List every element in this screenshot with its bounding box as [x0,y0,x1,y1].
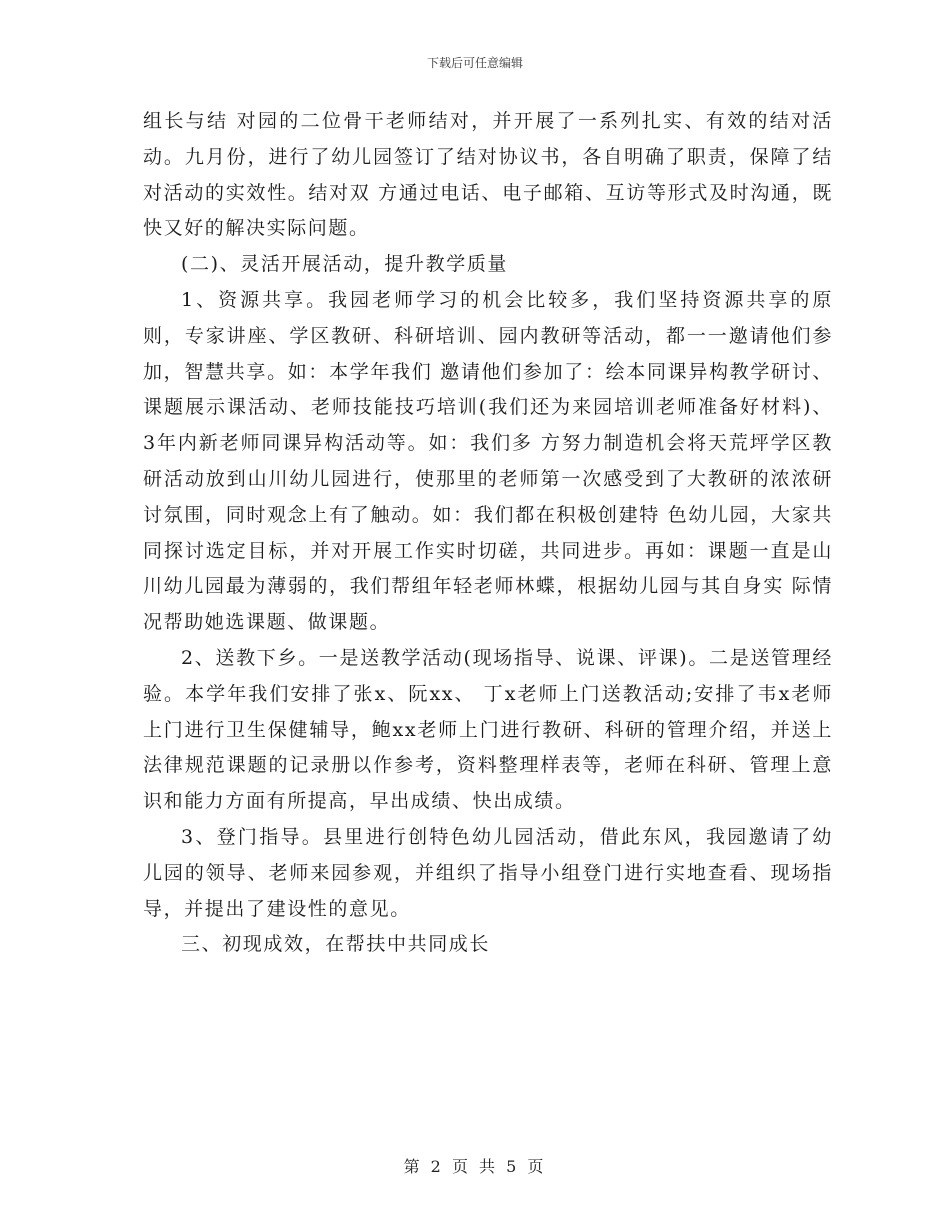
page-header-note: 下载后可任意编辑 [426,56,523,70]
page-number-footer: 第 2 页 共 5 页 [403,1157,547,1176]
section-heading-2: (二)、灵活开展活动，提升教学质量 [181,253,509,276]
paragraph-resource-sharing: 1、资源共享。我园老师学习的机会比较多，我们坚持资源共享的原则，专家讲座、学区教研、科研培训、园内教研等活动，都一一邀请他们参加，智慧共享。如：本学年我们 邀请他们参加了：绘本同课异构教学研讨、课题展示课活动、老师技能技巧培训(我们还为来园培训老师准备好材料)、3年内新老师同课异构活动等。如：我们多 方努力制造机会将天荒坪学区教研活动放到山川幼儿园进行，使那里的老师第一次感受到了大教研的浓浓研讨氛围，同时观念上有了触动。如：我们都在积极创建特 色幼儿园，大家共同探讨选定目标，并对开展工作实时切磋，共同进步。再如：课题一直是山川幼儿园最为薄弱的，我们帮组年轻老师林蝶，根据幼儿园与其自身实 际情况帮助她选课题、做课题。 [143,288,833,634]
document-body [143,104,833,963]
paragraph-teaching-outreach: 2、送教下乡。一是送教学活动(现场指导、说课、评课)。二是送管理经验。本学年我们安排了张x、阮xx、 丁x老师上门送教活动;安排了韦x老师上门进行卫生保健辅导，鲍xx老师上门进行教研、科研的管理介绍，并送上法律规范课题的记录册以作参考，资料整理样表等，老师在科研、管理上意识和能力方面有所提高，早出成绩、快出成绩。 [143,646,833,813]
paragraph-onsite-guidance: 3、登门指导。县里进行创特色幼儿园活动，借此东风，我园邀请了幼儿园的领导、老师来园参观，并组织了指导小组登门进行实地查看、现场指导，并提出了建设性的意见。 [143,825,833,920]
section-heading-3: 三、初现成效，在帮扶中共同成长 [181,933,491,956]
paragraph-1: 组长与结 对园的二位骨干老师结对，并开展了一系列扎实、有效的结对活动。九月份，进行了幼儿园签订了结对协议书，各自明确了职责，保障了结对活动的实效性。结对双 方通过电话、电子邮箱、互访等形式及时沟通，既快又好的解决实际问题。 [143,110,833,240]
